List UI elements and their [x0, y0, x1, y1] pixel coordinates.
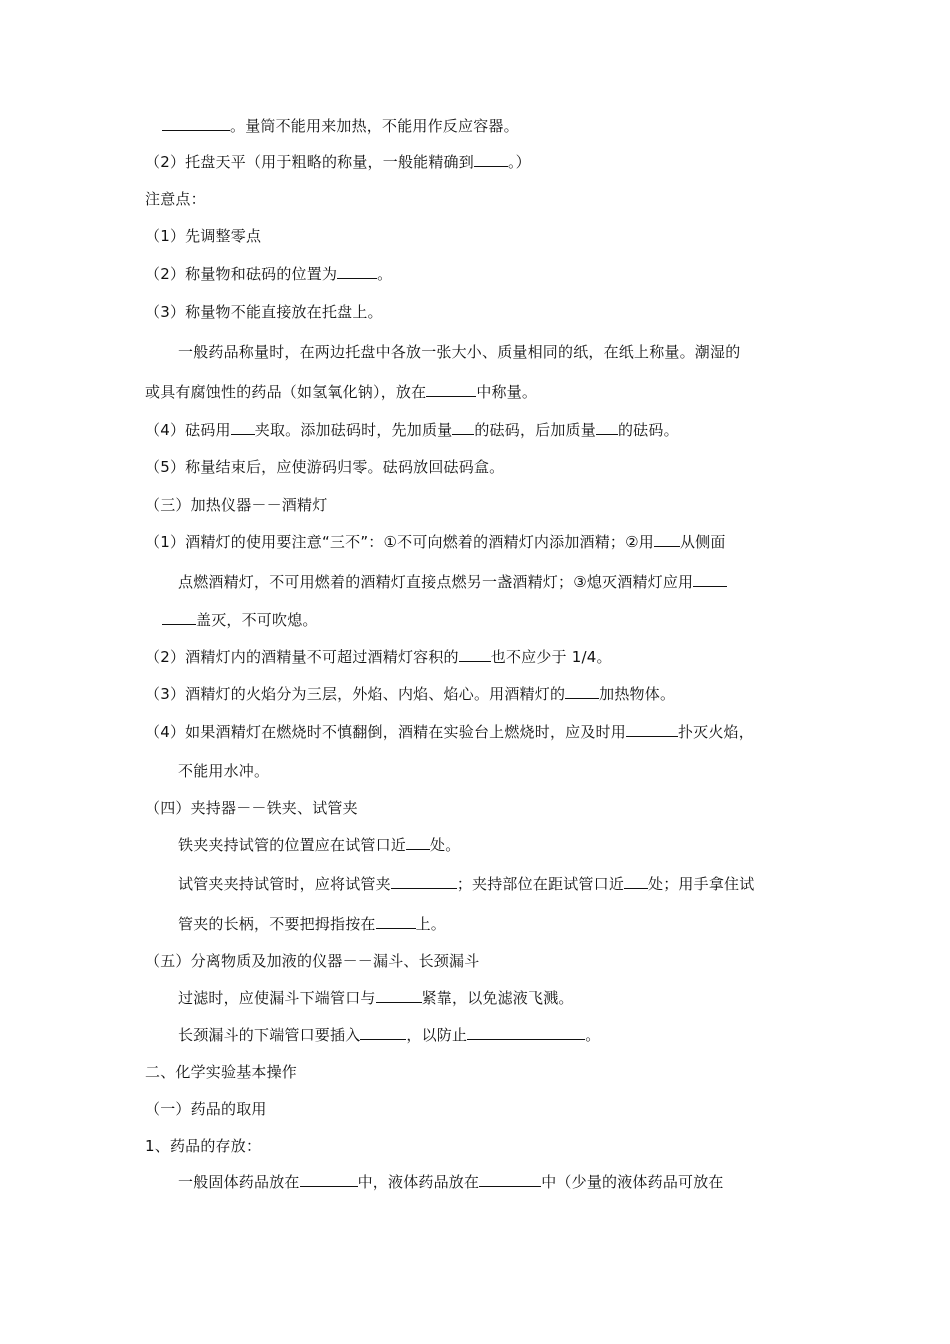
- text-segment: 二、化学实验基本操作: [145, 1063, 298, 1081]
- text-line: [178, 835, 460, 855]
- text-line: [145, 1062, 297, 1082]
- text-segment: （三）加热仪器－－酒精灯: [145, 496, 328, 514]
- text-segment: （4）砝码用: [145, 421, 231, 439]
- text-segment: （五）分离物质及加液的仪器－－漏斗、长颈漏斗: [145, 952, 480, 970]
- text-line: [145, 798, 358, 818]
- text-line: [145, 1136, 261, 1156]
- text-segment: （5）称量结束后，应使游码归零。砝码放回砝码盒。: [145, 458, 505, 476]
- text-line: [145, 302, 383, 322]
- text-line: [145, 684, 675, 704]
- text-segment: （一）药品的取用: [145, 1100, 267, 1118]
- fill-in-blank[interactable]: [300, 1172, 358, 1187]
- text-segment: 处。: [430, 836, 461, 854]
- text-segment: 1、药品的存放：: [145, 1137, 262, 1155]
- text-segment: 不能用水冲。: [178, 762, 270, 780]
- text-segment: 或具有腐蚀性的药品（如氢氧化钠），放在: [145, 383, 427, 401]
- text-segment: （3）酒精灯的火焰分为三层，外焰、内焰、焰心。用酒精灯的: [145, 685, 566, 703]
- text-segment: 的砝码，后加质量: [474, 421, 596, 439]
- text-segment: 一般药品称量时，在两边托盘中各放一张大小、质量相同的纸，在纸上称量。潮湿的: [178, 343, 741, 361]
- text-line: [145, 226, 261, 246]
- text-line: [178, 572, 727, 592]
- text-segment: 从侧面: [679, 533, 726, 551]
- text-segment: 一般固体药品放在: [178, 1173, 300, 1191]
- fill-in-blank[interactable]: [624, 874, 648, 889]
- fill-in-blank[interactable]: [162, 116, 230, 131]
- fill-in-blank[interactable]: [626, 722, 678, 737]
- fill-in-blank[interactable]: [474, 152, 508, 167]
- text-line: [178, 1025, 600, 1045]
- text-line: [145, 951, 479, 971]
- fill-in-blank[interactable]: [452, 420, 474, 435]
- text-segment: （4）如果酒精灯在燃烧时不慎翻倒，酒精在实验台上燃烧时，应及时用: [145, 723, 626, 741]
- fill-in-blank[interactable]: [162, 610, 196, 625]
- text-segment: 。量筒不能用来加热，不能用作反应容器。: [230, 117, 519, 135]
- text-segment: 。）: [507, 153, 531, 171]
- fill-in-blank[interactable]: [360, 1025, 406, 1040]
- fill-in-blank[interactable]: [565, 684, 599, 699]
- text-segment: 中，液体药品放在: [357, 1173, 480, 1191]
- text-segment: （1）先调整零点: [145, 227, 262, 245]
- fill-in-blank[interactable]: [391, 874, 457, 889]
- text-line: [178, 342, 740, 362]
- fill-in-blank[interactable]: [426, 382, 476, 397]
- text-segment: （1）酒精灯的使用要注意“三不”：①不可向燃着的酒精灯内添加酒精；②用: [145, 533, 654, 551]
- text-segment: 的砝码。: [617, 421, 679, 439]
- text-line: [145, 420, 679, 440]
- text-line: [145, 382, 537, 402]
- fill-in-blank[interactable]: [693, 572, 727, 587]
- text-line: [145, 647, 612, 667]
- text-segment: 试管夹夹持试管时，应将试管夹: [178, 875, 391, 893]
- text-segment: （2）酒精灯内的酒精量不可超过酒精灯容积的: [145, 648, 459, 666]
- text-segment: 中（少量的液体药品可放在: [541, 1173, 724, 1191]
- fill-in-blank[interactable]: [467, 1025, 585, 1040]
- text-line: [162, 610, 318, 630]
- fill-in-blank[interactable]: [406, 835, 430, 850]
- text-segment: 中称量。: [476, 383, 538, 401]
- text-line: [178, 914, 446, 934]
- fill-in-blank[interactable]: [654, 532, 680, 547]
- fill-in-blank[interactable]: [479, 1172, 541, 1187]
- fill-in-blank[interactable]: [376, 988, 422, 1003]
- text-line: [145, 152, 531, 172]
- text-line: [162, 116, 519, 136]
- text-segment: （2）托盘天平（用于粗略的称量，一般能精确到: [145, 153, 474, 171]
- text-line: [178, 1172, 724, 1192]
- text-line: [178, 874, 754, 894]
- text-segment: 过滤时，应使漏斗下端管口与: [178, 989, 376, 1007]
- text-segment: 也不应少于 1/4。: [490, 648, 612, 666]
- text-segment: 。: [585, 1026, 601, 1044]
- fill-in-blank[interactable]: [596, 420, 618, 435]
- text-segment: 长颈漏斗的下端管口要插入: [178, 1026, 361, 1044]
- text-line: [145, 457, 504, 477]
- text-line: [145, 722, 754, 742]
- text-segment: 加热物体。: [599, 685, 676, 703]
- text-line: [145, 264, 392, 284]
- text-segment: 。: [377, 265, 393, 283]
- text-segment: 点燃酒精灯，不可用燃着的酒精灯直接点燃另一盏酒精灯；③熄灭酒精灯应用: [178, 573, 694, 591]
- text-segment: （四）夹持器－－铁夹、试管夹: [145, 799, 358, 817]
- text-segment: 管夹的长柄，不要把拇指按在: [178, 915, 376, 933]
- text-line: [145, 495, 327, 515]
- text-line: [145, 189, 206, 209]
- text-segment: 上。: [415, 915, 447, 933]
- text-segment: 扑灭火焰，: [677, 723, 754, 741]
- text-line: [145, 532, 726, 552]
- text-segment: ；夹持部位在距试管口近: [456, 875, 625, 893]
- text-segment: 紧靠，以免滤液飞溅。: [421, 989, 574, 1007]
- text-segment: ，以防止: [406, 1026, 468, 1044]
- text-line: [145, 1099, 267, 1119]
- fill-in-blank[interactable]: [376, 914, 416, 929]
- fill-in-blank[interactable]: [231, 420, 255, 435]
- text-segment: （2）称量物和砝码的位置为: [145, 265, 338, 283]
- fill-in-blank[interactable]: [337, 264, 377, 279]
- text-line: [178, 988, 574, 1008]
- text-segment: 夹取。添加砝码时，先加质量: [254, 421, 453, 439]
- text-line: [178, 761, 269, 781]
- text-segment: 注意点：: [145, 190, 206, 208]
- text-segment: 盖灭，不可吹熄。: [196, 611, 318, 629]
- text-segment: 处；用手拿住试: [648, 875, 755, 893]
- text-segment: （3）称量物不能直接放在托盘上。: [145, 303, 383, 321]
- text-segment: 铁夹夹持试管的位置应在试管口近: [178, 836, 407, 854]
- fill-in-blank[interactable]: [459, 647, 491, 662]
